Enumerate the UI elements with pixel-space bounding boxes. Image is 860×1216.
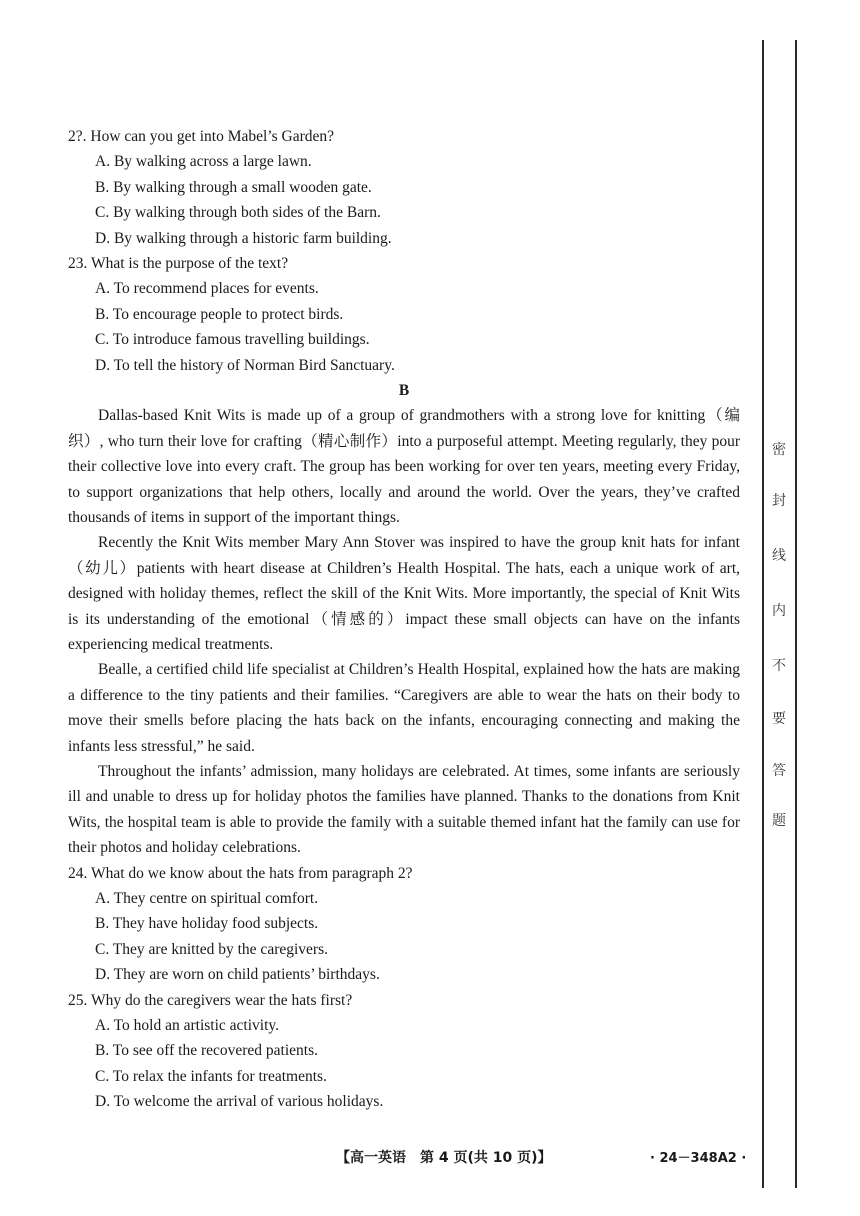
option-d: D. To tell the history of Norman Bird Sanctuary. bbox=[95, 356, 395, 374]
option-a: A. By walking across a large lawn. bbox=[95, 153, 312, 171]
question-text: 23. What is the purpose of the text? bbox=[68, 254, 289, 272]
option-d: D. They are worn on child patients’ birthdays. bbox=[95, 966, 380, 984]
footer-code: · 24－348A2 · bbox=[650, 1151, 747, 1166]
binding-char: 不 bbox=[772, 658, 786, 674]
question-block bbox=[68, 124, 740, 251]
option-b: B. They have holiday food subjects. bbox=[95, 915, 319, 933]
option-b: B. To see off the recovered patients. bbox=[95, 1042, 319, 1060]
question-block bbox=[68, 251, 740, 378]
option-c: C. To relax the infants for treatments. bbox=[95, 1067, 327, 1085]
page-footer bbox=[0, 1147, 860, 1171]
option-d: D. By walking through a historic farm building. bbox=[95, 229, 392, 247]
question-text: 24. What do we know about the hats from paragraph 2? bbox=[68, 864, 413, 882]
passage-paragraph: Throughout the infants’ admission, many holidays are celebrated. At times, some infants are seriously ill and unable to dress up for holiday photos the families have planned. Thanks to the donations from Knit Wits, the hospital team is able to provide the family with a suitable themed infant hat the family can use for their photos and holiday celebrations. bbox=[68, 762, 740, 857]
passage-paragraph: Dallas-based Knit Wits is made up of a group of grandmothers with a strong love for knitting（编织）, who turn their love for crafting（精心制作）into a purposeful attempt. Meeting regularly, they pour their collective love into every craft. The group has been working for over ten years, meeting every Friday, to support organizations that help others, locally and around the world. Over the years, they’ve crafted thousands of items in support of the important things. bbox=[68, 407, 740, 526]
reading-passage bbox=[68, 403, 740, 860]
option-b: B. By walking through a small wooden gate. bbox=[95, 178, 372, 196]
binding-char: 线 bbox=[772, 548, 786, 564]
page-content bbox=[68, 124, 740, 1115]
binding-char: 题 bbox=[772, 813, 786, 829]
option-d: D. To welcome the arrival of various holidays. bbox=[95, 1093, 384, 1111]
question-text: 2?. How can you get into Mabel’s Garden? bbox=[68, 128, 335, 145]
footer-page-info: 【高一英语 第 4 页(共 10 页)】 bbox=[336, 1150, 552, 1166]
binding-char: 封 bbox=[772, 493, 786, 509]
option-a: A. To recommend places for events. bbox=[95, 280, 319, 298]
binding-line-right bbox=[795, 40, 797, 1188]
option-c: C. They are knitted by the caregivers. bbox=[95, 940, 328, 958]
binding-char: 要 bbox=[772, 711, 786, 727]
question-block bbox=[68, 861, 740, 988]
section-heading: B bbox=[398, 381, 410, 399]
option-c: C. To introduce famous travelling buildings. bbox=[95, 331, 370, 349]
option-a: A. To hold an artistic activity. bbox=[95, 1016, 280, 1034]
binding-char: 内 bbox=[772, 603, 786, 619]
question-text: 25. Why do the caregivers wear the hats first? bbox=[68, 991, 353, 1009]
option-c: C. By walking through both sides of the Barn. bbox=[95, 204, 381, 222]
passage-paragraph: Bealle, a certified child life specialist at Children’s Health Hospital, explained how the hats are making a difference to the tiny patients and their families. “Caregivers are able to wear the hats on their body to move their smells before placing the hats back on the infants, encouraging connecting and making the infants less stressful,” he said. bbox=[68, 661, 740, 755]
binding-char: 密 bbox=[772, 442, 786, 458]
binding-line-left bbox=[762, 40, 764, 1188]
option-a: A. They centre on spiritual comfort. bbox=[95, 890, 319, 907]
question-block bbox=[68, 988, 740, 1115]
passage-paragraph: Recently the Knit Wits member Mary Ann Stover was inspired to have the group knit hats for infant（幼儿）patients with heart disease at Children’s Health Hospital. The hats, each a unique work of art, designed with holiday themes, reflect the skill of the Knit Wits. More importantly, the special of Knit Wits is its understanding of the emotional（情感的）impact these small objects can have on the infants experiencing medical treatments. bbox=[68, 534, 740, 653]
option-b: B. To encourage people to protect birds. bbox=[95, 305, 344, 323]
binding-char: 答 bbox=[772, 763, 786, 779]
